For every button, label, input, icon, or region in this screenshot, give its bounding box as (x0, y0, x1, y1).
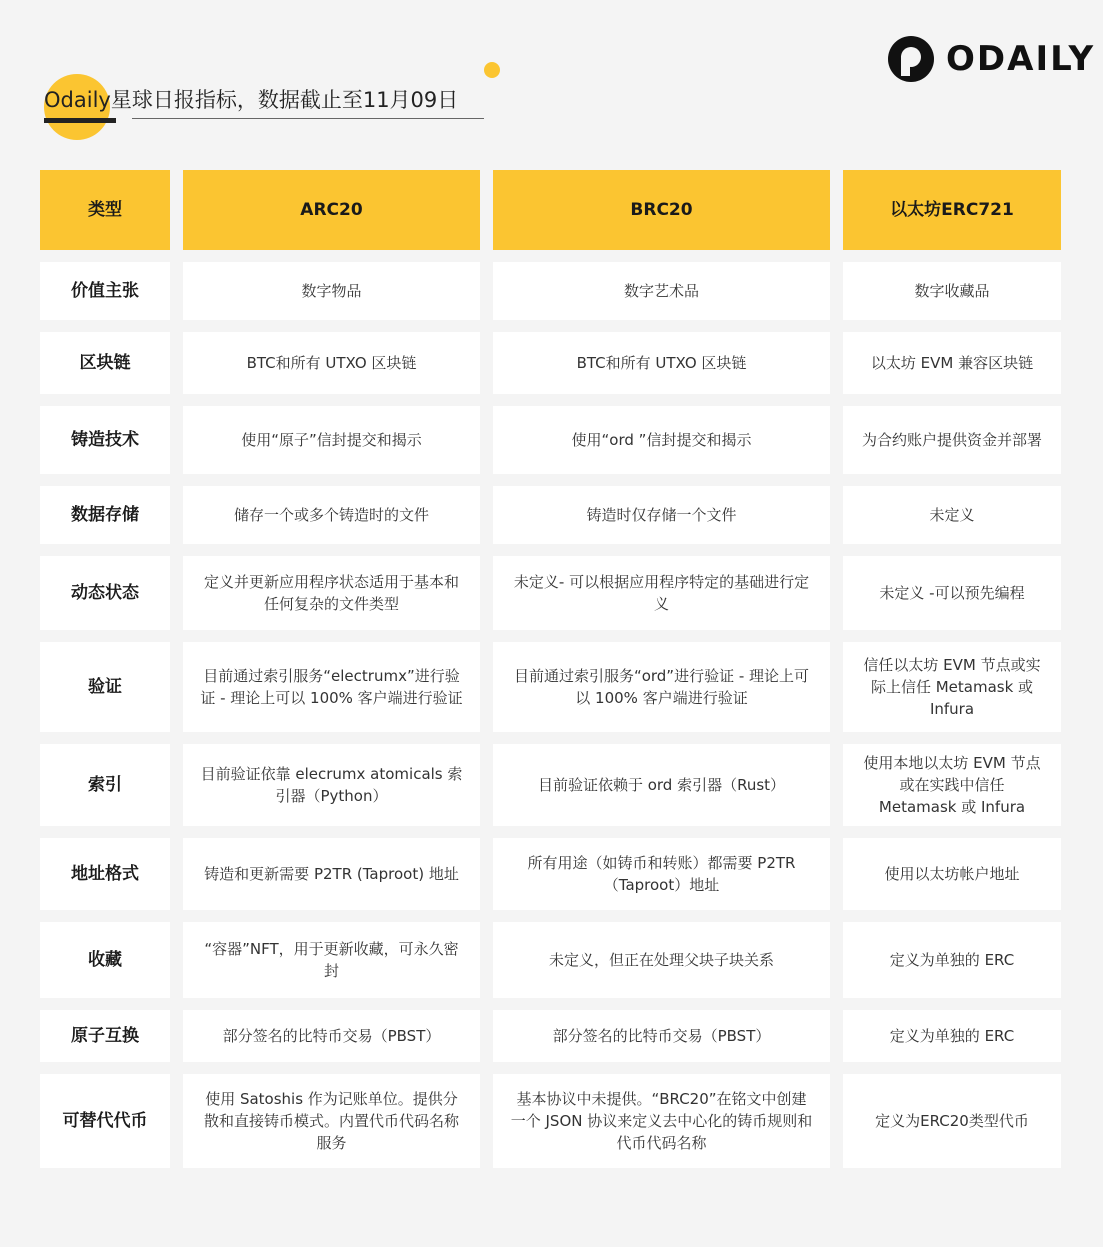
table-cell: 目前通过索引服务“ord”进行验证 - 理论上可以 100% 客户端进行验证 (493, 642, 830, 732)
table-cell: 目前验证依赖于 ord 索引器（Rust） (493, 744, 830, 826)
table-cell: 铸造时仅存储一个文件 (493, 486, 830, 544)
table-cell: 未定义 -可以预先编程 (843, 556, 1061, 630)
table-cell: 定义并更新应用程序状态适用于基本和任何复杂的文件类型 (183, 556, 480, 630)
table-cell: 使用“ord ”信封提交和揭示 (493, 406, 830, 474)
table-cell: “容器”NFT，用于更新收藏，可永久密封 (183, 922, 480, 998)
row-label: 地址格式 (40, 838, 170, 910)
row-label: 收藏 (40, 922, 170, 998)
header-cell-erc721: 以太坊ERC721 (843, 170, 1061, 250)
table-cell: 定义为单独的 ERC (843, 922, 1061, 998)
page-title (44, 84, 458, 114)
logo-text: ODAILY (946, 39, 1096, 79)
odaily-logo (888, 36, 1095, 82)
table-cell: 目前验证依靠 elecrumx atomicals 索引器（Python） (183, 744, 480, 826)
table-cell: 数字物品 (183, 262, 480, 320)
row-label: 原子互换 (40, 1010, 170, 1062)
title-text: 星球日报指标，数据截止至11月09日 (110, 88, 459, 112)
table-cell: 数字收藏品 (843, 262, 1061, 320)
header-cell-arc20: ARC20 (183, 170, 480, 250)
table-cell: BTC和所有 UTXO 区块链 (183, 332, 480, 394)
table-cell: 所有用途（如铸币和转账）都需要 P2TR（Taproot）地址 (493, 838, 830, 910)
table-cell: 定义为单独的 ERC (843, 1010, 1061, 1062)
table-cell: 使用本地以太坊 EVM 节点或在实践中信任 Metamask 或 Infura (843, 744, 1061, 826)
table-cell: 未定义，但正在处理父块子块关系 (493, 922, 830, 998)
row-label: 铸造技术 (40, 406, 170, 474)
header-underline-accent (44, 118, 116, 123)
row-label: 动态状态 (40, 556, 170, 630)
row-label: 可替代代币 (40, 1074, 170, 1168)
table-cell: 未定义- 可以根据应用程序特定的基础进行定义 (493, 556, 830, 630)
table-cell: 基本协议中未提供。“BRC20”在铭文中创建一个 JSON 协议来定义去中心化的铸币规则和代币代码名称 (493, 1074, 830, 1168)
table-cell: BTC和所有 UTXO 区块链 (493, 332, 830, 394)
odaily-logo-icon (888, 36, 934, 82)
table-cell: 使用“原子”信封提交和揭示 (183, 406, 480, 474)
header-cell-type: 类型 (40, 170, 170, 250)
header (44, 72, 504, 132)
row-label: 数据存储 (40, 486, 170, 544)
table-cell: 数字艺术品 (493, 262, 830, 320)
row-label: 索引 (40, 744, 170, 826)
table-cell: 信任以太坊 EVM 节点或实际上信任 Metamask 或 Infura (843, 642, 1061, 732)
header-cell-brc20: BRC20 (493, 170, 830, 250)
row-label: 价值主张 (40, 262, 170, 320)
header-underline (132, 118, 484, 119)
brand-name: Odaily (44, 88, 111, 112)
header-accent-dot (484, 62, 500, 78)
table-cell: 使用以太坊帐户地址 (843, 838, 1061, 910)
table-cell: 未定义 (843, 486, 1061, 544)
table-cell: 为合约账户提供资金并部署 (843, 406, 1061, 474)
table-cell: 部分签名的比特币交易（PBST） (183, 1010, 480, 1062)
table-cell: 部分签名的比特币交易（PBST） (493, 1010, 830, 1062)
table-cell: 以太坊 EVM 兼容区块链 (843, 332, 1061, 394)
comparison-table (40, 170, 1061, 1168)
row-label: 验证 (40, 642, 170, 732)
table-cell: 定义为ERC20类型代币 (843, 1074, 1061, 1168)
row-label: 区块链 (40, 332, 170, 394)
table-cell: 使用 Satoshis 作为记账单位。提供分散和直接铸币模式。内置代币代码名称服务 (183, 1074, 480, 1168)
table-cell: 储存一个或多个铸造时的文件 (183, 486, 480, 544)
table-cell: 目前通过索引服务“electrumx”进行验证 - 理论上可以 100% 客户端进行验证 (183, 642, 480, 732)
table-cell: 铸造和更新需要 P2TR (Taproot) 地址 (183, 838, 480, 910)
